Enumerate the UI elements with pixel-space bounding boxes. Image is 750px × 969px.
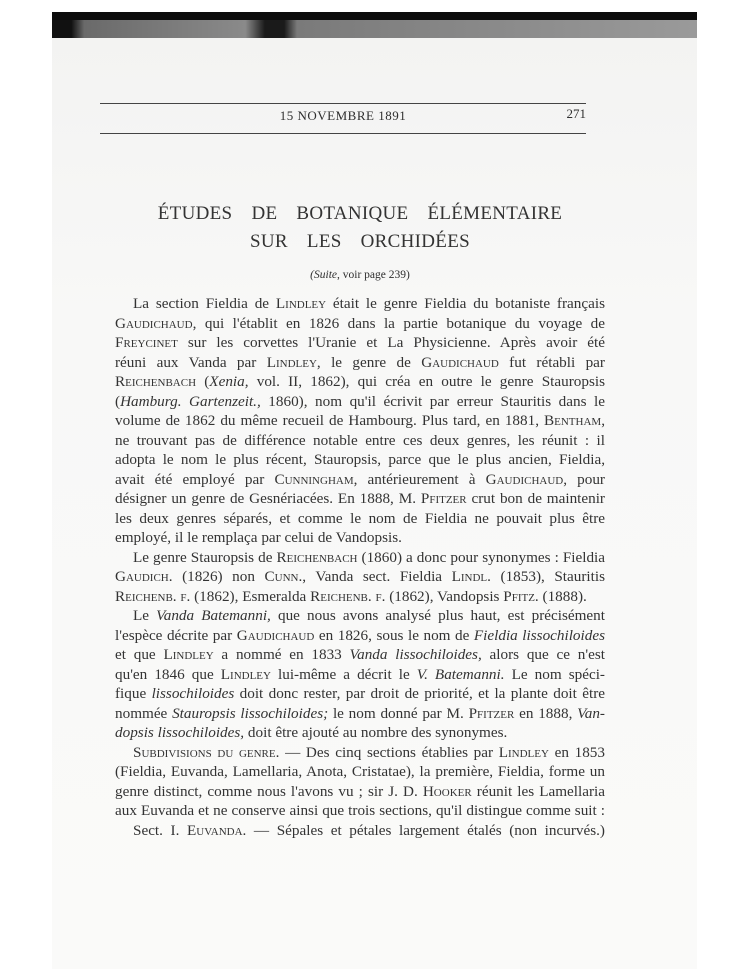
italic-text: Xenia, (209, 373, 249, 390)
text-segment: en 1826, sous le nom de (314, 626, 474, 644)
text-line (115, 314, 605, 334)
text-line (115, 294, 605, 314)
small-caps-name: Lindley (163, 646, 214, 663)
text-line (115, 704, 605, 724)
text-segment: Le nom spéci- (504, 665, 605, 683)
italic-text: lissochiloides (151, 685, 235, 702)
small-caps-name: Lindley (498, 743, 549, 761)
text-segment: — Sépales et pétales largement étalés (non incurvés.) (246, 821, 605, 839)
italic-text: Fieldia lissochiloides (473, 626, 605, 644)
small-caps-name: Gaudichaud (115, 314, 193, 332)
text-segment: vol. II, 1862), qui créa en outre le genre Stauropsis (248, 373, 606, 390)
text-segment: fut rétabli par (498, 353, 605, 371)
small-caps-name: Cunn. (264, 568, 303, 585)
small-caps-name: Reichenbach (276, 548, 358, 566)
text-segment: en 1853 (548, 743, 605, 761)
small-caps-name: Gaudichaud (485, 470, 564, 488)
header-rule-top (100, 103, 586, 104)
article-subtitle (100, 269, 620, 281)
text-segment: avait été employé par (115, 470, 275, 488)
subtitle-rest: , voir page 239) (337, 269, 410, 281)
text-segment: nommée (115, 704, 173, 722)
text-segment: alors que ce n'est (481, 646, 605, 663)
text-segment: ( (115, 392, 121, 410)
small-caps-name: Freycinet (115, 334, 178, 351)
running-header (100, 108, 586, 128)
text-segment: a nommé en 1833 (213, 646, 350, 663)
small-caps-name: Gaudich. (115, 568, 173, 585)
text-line (115, 353, 605, 373)
text-segment: réuni aux Vanda par (115, 353, 267, 371)
text-segment: les deux genres séparés, et comme le nom de Fieldia ne pouvait plus être (115, 509, 605, 527)
text-segment: volume de 1862 du même recueil de Hambourg. Plus tard, en 1881, (115, 412, 545, 429)
small-caps-name: Gaudichaud (236, 626, 315, 644)
text-line (115, 743, 605, 763)
italic-text: Hamburg. Gartenzeit., (120, 392, 261, 410)
text-segment: employé, il le remplaça par celui de Vandopsis. (115, 529, 402, 546)
text-segment: que nous avons analysé plus haut, est précisément (270, 607, 605, 624)
text-segment: genre distinct, comme nous l'avons vu ; sir J. D. (115, 782, 423, 800)
text-segment: (Fieldia, Euvanda, Lamellaria, Anota, Cristatae), la première, Fieldia, forme un (115, 763, 605, 780)
text-segment: , antérieurement à (353, 470, 486, 488)
text-segment: sur les corvettes l'Uranie et La Physicienne. Après avoir été (177, 334, 605, 351)
text-segment: , (601, 412, 605, 429)
text-segment: (1862), Vandopsis (385, 587, 504, 605)
text-line (115, 665, 605, 685)
text-line (115, 587, 605, 607)
header-date: 15 NOVEMBRE 1891 (279, 108, 407, 123)
text-line (115, 470, 605, 490)
small-caps-name: Lindl. (451, 568, 491, 585)
text-line (115, 392, 605, 412)
small-caps-name: Lindley (266, 353, 317, 371)
small-caps-name: Lindley (275, 295, 327, 312)
small-caps-name: Pfitzer (420, 490, 467, 507)
text-segment: 1860), nom qu'il écrivit par erreur Stauritis dans le (260, 392, 605, 410)
text-segment: , Vanda sect. Fieldia (302, 568, 452, 585)
text-segment: Le genre Stauropsis de (133, 548, 277, 566)
text-line (115, 801, 605, 821)
text-segment: doit donc rester, par droit de priorité, et la plante doit être (234, 685, 605, 702)
italic-text: Vanda lissochiloides, (349, 646, 482, 663)
header-rule-bottom (100, 133, 586, 134)
text-segment: fique (115, 685, 152, 702)
small-caps-name: Cunningham (274, 470, 354, 488)
text-line (115, 450, 605, 470)
text-segment: , pour (563, 470, 605, 488)
text-segment: (1888). (538, 587, 587, 605)
small-caps-name: Subdivisions du genre. (133, 743, 280, 761)
italic-text: dopsis lissochiloides, (115, 724, 245, 741)
text-segment: doit être ajouté au nombre des synonymes. (244, 724, 508, 741)
text-segment: ( (196, 373, 210, 390)
small-caps-name: Reichenbach (115, 373, 197, 390)
text-segment: l'espèce décrite par (115, 626, 237, 644)
text-segment: désigner un genre de Gesnériacées. En 1888, M. (115, 490, 421, 507)
text-segment: lui-même a décrit le (270, 665, 417, 683)
text-segment: Sect. I. (133, 821, 187, 839)
text-line (115, 762, 605, 782)
article-body (115, 294, 605, 840)
text-line (115, 645, 605, 665)
small-caps-name: Reichenb. f. (115, 587, 191, 605)
italic-text: Van- (577, 704, 605, 722)
scanner-edge-band (52, 12, 697, 38)
text-line (115, 489, 605, 509)
text-segment: Le (133, 607, 157, 624)
text-segment: aux Euvanda et ne conserve ainsi que trois sections, qu'il distingue comme suit : (115, 802, 605, 819)
text-line (115, 509, 605, 529)
text-line (115, 411, 605, 431)
page-number: 271 (566, 106, 586, 121)
text-segment: était le genre Fieldia du botaniste français (326, 295, 605, 312)
small-caps-name: Lindley (220, 665, 271, 683)
small-caps-name: Reichenb. f. (310, 587, 386, 605)
text-line (115, 431, 605, 451)
text-segment: ne trouvant pas de différence notable entre ces deux genres, les réunit : il (115, 431, 605, 449)
text-line (115, 333, 605, 353)
text-segment: crut bon de maintenir (466, 490, 605, 507)
text-line (115, 606, 605, 626)
text-line (115, 821, 605, 841)
italic-text: V. Batemanni. (416, 665, 505, 683)
text-line (115, 684, 605, 704)
subtitle-italic: (Suite (310, 269, 337, 281)
text-line (115, 723, 605, 743)
text-line (115, 528, 605, 548)
small-caps-name: Pfitz. (503, 587, 539, 605)
small-caps-name: Bentham (544, 412, 602, 429)
text-segment: et que (115, 646, 164, 663)
text-segment: — Des cinq sections établies par (279, 743, 499, 761)
small-caps-name: Pfitzer (468, 704, 515, 722)
text-line (115, 548, 605, 568)
text-line (115, 782, 605, 802)
small-caps-name: Gaudichaud (421, 353, 499, 371)
text-segment: (1862), Esmeralda (190, 587, 311, 605)
article-title-line-2: SUR LES ORCHIDÉES (250, 231, 470, 252)
text-segment: en 1888, (514, 704, 578, 722)
small-caps-name: Hooker (422, 782, 472, 800)
article-title-line-1: ÉTUDES DE BOTANIQUE ÉLÉMENTAIRE (157, 203, 563, 224)
text-segment: , qui l'établit en 1826 dans la partie botanique du voyage de (192, 314, 605, 332)
text-line (115, 567, 605, 587)
text-line (115, 372, 605, 392)
text-segment: qu'en 1846 que (115, 665, 221, 683)
text-segment: (1826) non (172, 568, 265, 585)
italic-text: Vanda Batemanni, (156, 607, 271, 624)
text-segment: adopta le nom le plus récent, Stauropsis, parce que le plus ancien, Fieldia, (115, 451, 605, 468)
text-segment: La section Fieldia de (133, 295, 276, 312)
text-segment: le nom donné par M. (328, 704, 469, 722)
text-segment: (1860) a donc pour synonymes : Fieldia (357, 548, 605, 566)
text-segment: , le genre de (316, 353, 422, 371)
small-caps-name: Euvanda. (187, 821, 247, 839)
text-segment: (1853), Stauritis (490, 568, 605, 585)
text-segment: réunit les Lamellaria (471, 782, 605, 800)
italic-text: Stauropsis lissochiloides; (172, 704, 329, 722)
text-line (115, 626, 605, 646)
